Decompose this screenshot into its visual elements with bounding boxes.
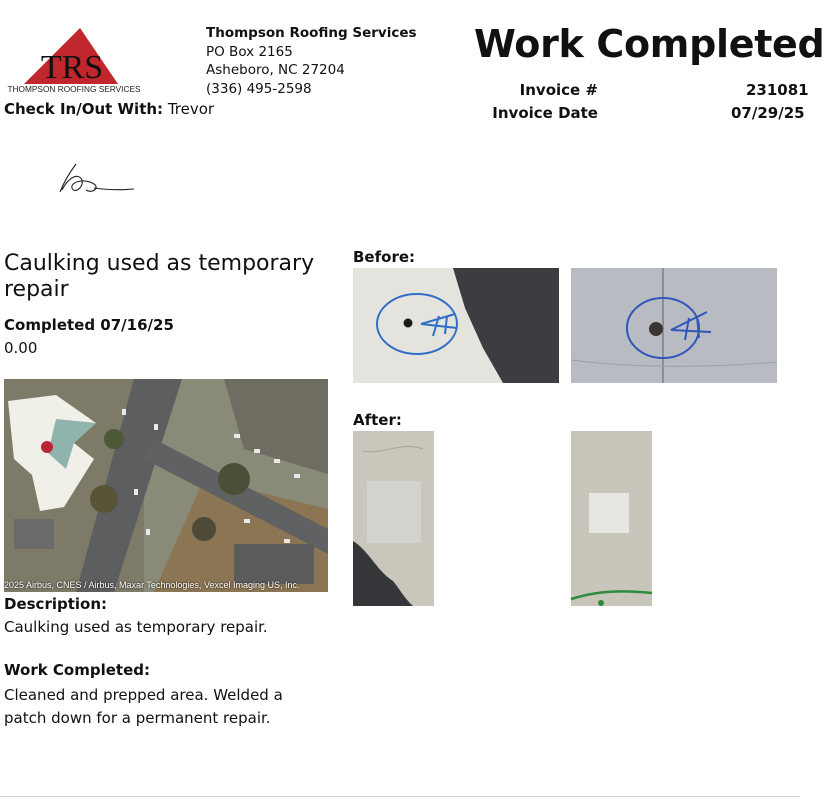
company-address-line1: PO Box 2165 — [206, 43, 293, 60]
invoice-number-label: Invoice # — [519, 81, 598, 99]
after-photo-2 — [571, 431, 652, 606]
logo-subtitle: THOMPSON ROOFING SERVICES — [7, 84, 141, 94]
item-amount: 0.00 — [4, 339, 38, 357]
signature-image — [54, 158, 138, 200]
work-completed-text: Cleaned and prepped area. Welded a patch down for a permanent repair. — [4, 686, 283, 727]
invoice-date: 07/29/25 — [731, 104, 805, 122]
satellite-map — [4, 379, 328, 592]
checkin-line — [4, 100, 214, 118]
company-address-line2: Asheboro, NC 27204 — [206, 62, 345, 78]
checkin-label: Check In/Out With: — [4, 100, 164, 118]
description-label: Description: — [4, 595, 108, 613]
logo-text: TRS — [40, 49, 104, 86]
before-photo-1 — [353, 268, 559, 383]
company-info — [206, 24, 417, 98]
after-label: After: — [353, 411, 402, 429]
page-bottom-divider — [0, 796, 800, 797]
company-name: Thompson Roofing Services — [206, 25, 417, 41]
company-logo — [6, 26, 146, 96]
work-completed-label: Work Completed: — [4, 661, 150, 679]
invoice-number: 231081 — [746, 81, 809, 99]
document-title: Work Completed — [474, 22, 824, 66]
before-photo-2 — [571, 268, 777, 383]
checkin-name: Trevor — [167, 100, 215, 118]
after-photo-1 — [353, 431, 434, 606]
before-label: Before: — [353, 248, 416, 266]
description-text: Caulking used as temporary repair. — [4, 618, 268, 636]
invoice-date-label: Invoice Date — [492, 104, 598, 122]
completed-date: Completed 07/16/25 — [4, 316, 174, 334]
item-title: Caulking used as temporary repair — [4, 251, 315, 302]
map-credit: 2025 Airbus, CNES / Airbus, Maxar Technologies, Vexcel Imaging US, Inc. — [4, 580, 300, 590]
company-phone: (336) 495-2598 — [206, 80, 312, 97]
